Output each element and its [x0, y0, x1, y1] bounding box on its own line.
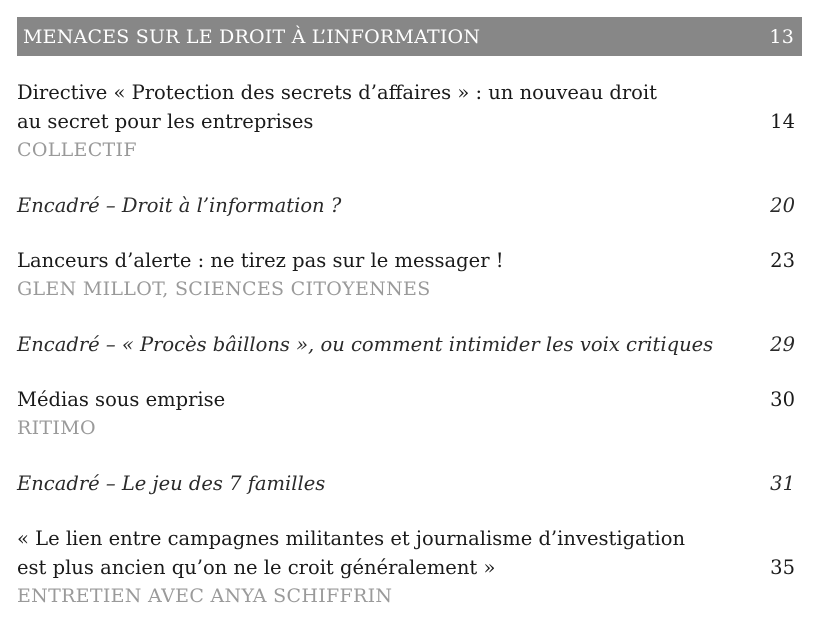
toc-entry-secrets-affaires[interactable] [17, 78, 795, 164]
entry-title-line-2: au secret pour les entreprises [17, 110, 314, 133]
entry-title: Lanceurs d’alerte : ne tirez pas sur le messager ! [17, 249, 504, 272]
entry-title: Encadré – Le jeu des 7 familles [17, 472, 326, 495]
toc-entry-encadre-droit-information[interactable] [17, 191, 795, 220]
entry-title-line-1: Directive « Protection des secrets d’affaires » : un nouveau droit [17, 81, 657, 104]
section-header [17, 17, 802, 56]
entry-title: Encadré – Droit à l’information ? [17, 194, 342, 217]
toc-entry-encadre-jeu-7-familles[interactable] [17, 469, 795, 498]
entry-page-number: 14 [770, 110, 795, 133]
entry-page-number: 31 [770, 472, 795, 495]
entry-author: RITIMO [17, 417, 96, 439]
entry-title-line-2: est plus ancien qu’on ne le croit généralement » [17, 556, 496, 579]
entry-page-number: 29 [770, 333, 795, 356]
section-title: MENACES SUR LE DROIT À L’INFORMATION [23, 25, 481, 48]
entry-title: Médias sous emprise [17, 388, 226, 411]
entry-page-number: 30 [770, 388, 795, 411]
entry-author: ENTRETIEN AVEC ANYA SCHIFFRIN [17, 585, 393, 607]
entry-page-number: 35 [770, 556, 795, 579]
entry-page-number: 20 [770, 194, 795, 217]
toc-entry-lanceurs-alerte[interactable] [17, 246, 795, 303]
entry-author: COLLECTIF [17, 139, 137, 161]
entry-title: Encadré – « Procès bâillons », ou comment intimider les voix critiques [17, 333, 714, 356]
toc-entry-campagnes-journalisme[interactable] [17, 524, 795, 610]
toc-entry-encadre-proces-baillons[interactable] [17, 330, 795, 359]
entry-author: GLEN MILLOT, SCIENCES CITOYENNES [17, 278, 431, 300]
entry-title-line-1: « Le lien entre campagnes militantes et journalisme d’investigation [17, 527, 686, 550]
section-page-number: 13 [769, 25, 794, 48]
entry-page-number: 23 [770, 249, 795, 272]
toc-entry-medias-sous-emprise[interactable] [17, 385, 795, 442]
